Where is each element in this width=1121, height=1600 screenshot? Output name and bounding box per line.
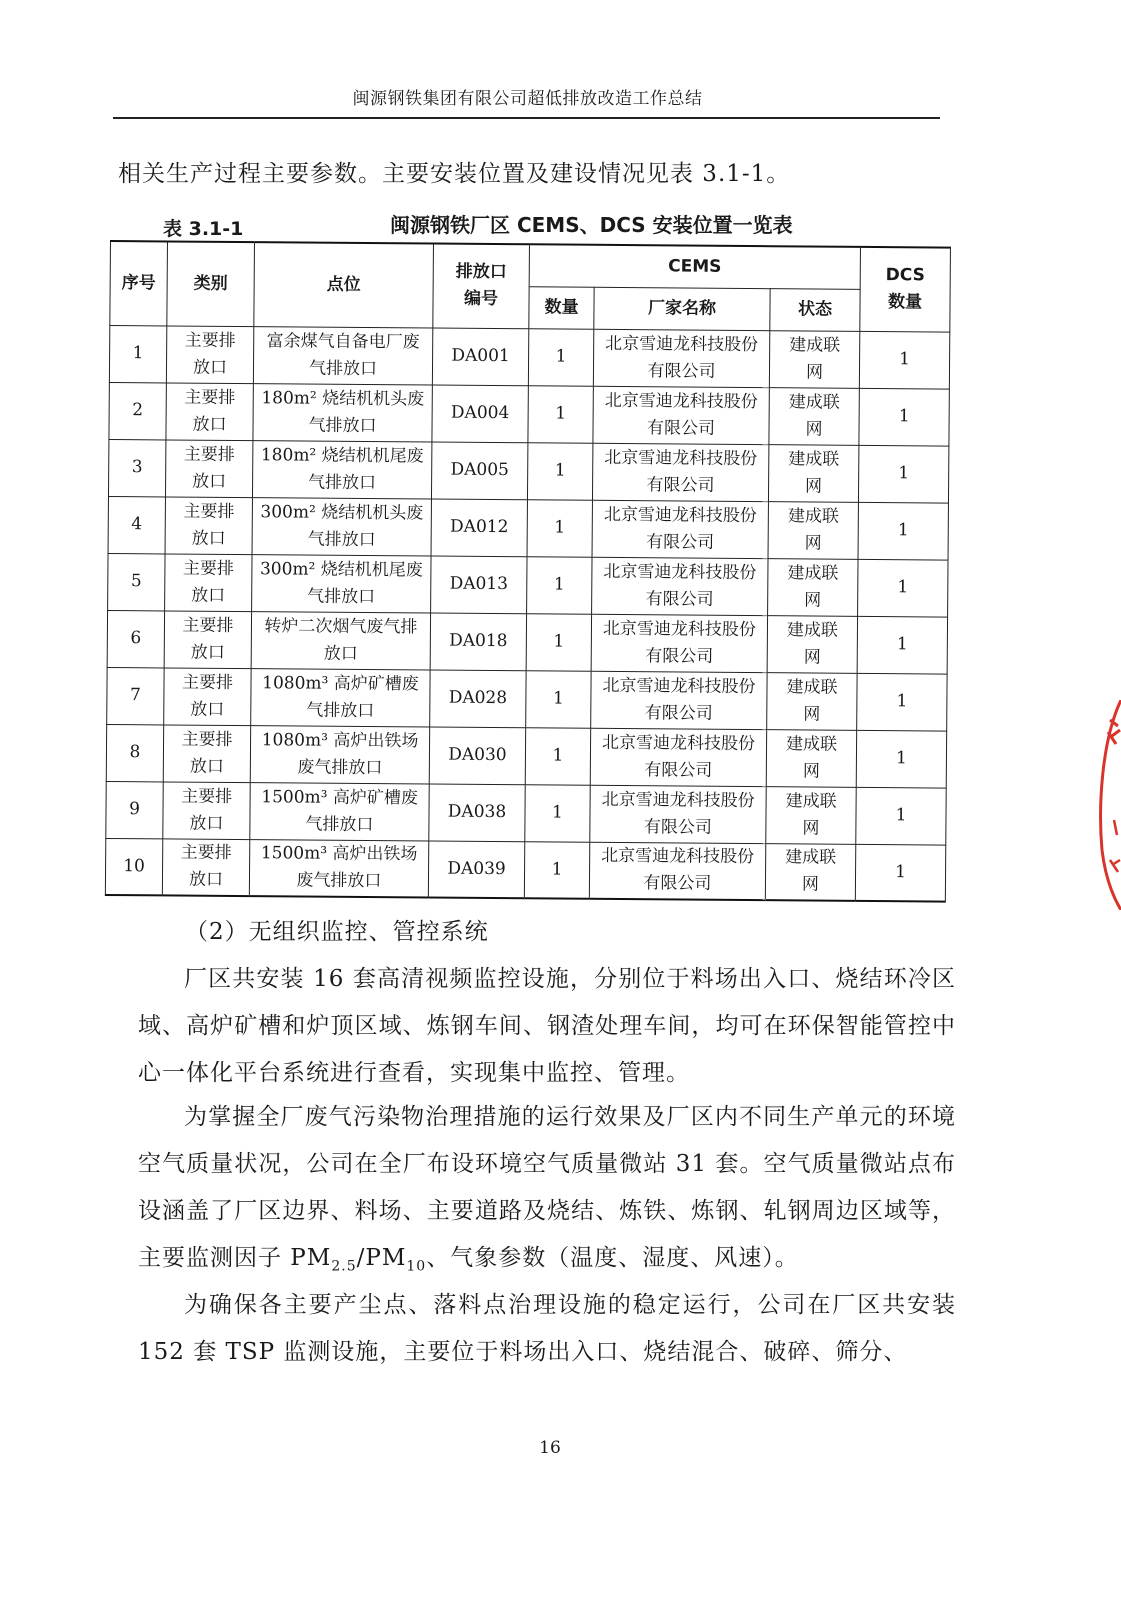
cell-dcs-qty: 1	[858, 502, 948, 560]
cell-vendor: 北京雪迪龙科技股份有限公司	[592, 557, 768, 615]
cell-status: 建成联网	[766, 786, 856, 844]
section-2-paragraph-2	[138, 1094, 956, 1291]
cell-seq: 7	[107, 667, 164, 724]
header-seq: 序号	[110, 241, 168, 325]
cell-outlet: DA030	[429, 727, 525, 785]
cell-point: 180m² 烧结机机头废气排放口	[253, 383, 432, 441]
cell-category: 主要排放口	[165, 496, 252, 554]
cell-seq: 2	[109, 382, 166, 439]
cell-dcs-qty: 1	[859, 331, 949, 389]
cell-seq: 10	[105, 838, 162, 895]
p2-sub-pm25: 2.5	[331, 1258, 357, 1275]
table-row	[107, 667, 947, 731]
cell-outlet: DA005	[431, 442, 527, 500]
header-category: 类别	[167, 241, 255, 326]
intro-line: 相关生产过程主要参数。主要安装位置及建设情况见表 3.1-1。	[118, 161, 791, 187]
cell-status: 建成联网	[768, 444, 858, 502]
cell-status: 建成联网	[767, 672, 857, 730]
cell-cems-qty: 1	[528, 385, 593, 443]
cell-status: 建成联网	[769, 387, 859, 445]
cell-point: 1080m³ 高炉出铁场废气排放口	[250, 725, 429, 783]
cell-vendor: 北京雪迪龙科技股份有限公司	[590, 785, 766, 843]
header-point: 点位	[254, 242, 434, 327]
cell-outlet: DA018	[430, 613, 526, 671]
cell-dcs-qty: 1	[856, 787, 946, 845]
cell-dcs-qty: 1	[858, 559, 948, 617]
cell-point: 1080m³ 高炉矿槽废气排放口	[251, 668, 430, 726]
page-header-title: 闽源钢铁集团有限公司超低排放改造工作总结	[352, 89, 703, 109]
cell-cems-qty: 1	[527, 442, 592, 500]
header-cems-status: 状态	[770, 288, 860, 331]
table-row	[106, 724, 946, 788]
red-seal-stamp	[1098, 700, 1121, 910]
cell-category: 主要排放口	[165, 439, 252, 497]
cell-cems-qty: 1	[526, 613, 591, 671]
p2-text-b: /PM	[356, 1245, 407, 1271]
cell-outlet: DA038	[429, 784, 525, 842]
p2-text-a: 为掌握全厂废气污染物治理措施的运行效果及厂区内不同生产单元的环境空气质量状况，公司在全厂布设环境空气质量微站 31 套。空气质量微站点布设涵盖了厂区边界、料场、主要道路及烧结、炼铁、炼钢、轧钢周边区域等，主要监测因子 PM	[138, 1104, 956, 1271]
cell-dcs-qty: 1	[856, 730, 946, 788]
cell-status: 建成联网	[768, 558, 858, 616]
section-2-paragraph-1: 厂区共安装 16 套高清视频监控设施，分别位于料场出入口、烧结环冷区域、高炉矿槽和炉顶区域、炼钢车间、钢渣处理车间，均可在环保智能管控中心一体化平台系统进行查看，实现集中监控、管理。	[138, 966, 956, 1086]
cell-category: 主要排放口	[166, 382, 253, 440]
cell-vendor: 北京雪迪龙科技股份有限公司	[589, 842, 765, 900]
cell-dcs-qty: 1	[858, 445, 948, 503]
cell-status: 建成联网	[767, 615, 857, 673]
cell-category: 主要排放口	[163, 781, 250, 839]
cell-cems-qty: 1	[527, 499, 592, 557]
cell-dcs-qty: 1	[857, 673, 947, 731]
cell-cems-qty: 1	[524, 841, 589, 899]
cell-outlet: DA013	[431, 556, 527, 614]
cell-outlet: DA028	[430, 670, 526, 728]
cell-category: 主要排放口	[165, 553, 252, 611]
cell-outlet: DA039	[428, 841, 524, 899]
cell-dcs-qty: 1	[855, 844, 945, 902]
cell-point: 180m² 烧结机机尾废气排放口	[252, 440, 431, 498]
cell-cems-qty: 1	[525, 727, 590, 785]
cell-point: 300m² 烧结机机尾废气排放口	[252, 554, 431, 612]
cell-seq: 3	[108, 439, 165, 496]
table-label: 表 3.1-1	[163, 218, 244, 240]
table-title: 闽源钢铁厂区 CEMS、DCS 安装位置一览表	[390, 213, 793, 237]
cell-dcs-qty: 1	[859, 388, 949, 446]
cell-status: 建成联网	[768, 501, 858, 559]
cell-point: 富余煤气自备电厂废气排放口	[253, 326, 432, 384]
cell-point: 1500m³ 高炉出铁场废气排放口	[249, 839, 428, 897]
cell-status: 建成联网	[765, 843, 855, 901]
table-row	[109, 382, 949, 446]
header-cems-vendor: 厂家名称	[594, 287, 770, 330]
cell-seq: 9	[106, 781, 163, 838]
cell-cems-qty: 1	[525, 784, 590, 842]
cell-vendor: 北京雪迪龙科技股份有限公司	[591, 671, 767, 729]
header-cems-qty: 数量	[529, 286, 594, 329]
cell-point: 1500m³ 高炉矿槽废气排放口	[250, 782, 429, 840]
cell-status: 建成联网	[769, 330, 859, 388]
header-dcs-qty: DCS数量	[860, 247, 951, 332]
section-2-heading: （2）无组织监控、管控系统	[185, 919, 489, 945]
header-outlet-no: 排放口编号	[433, 244, 530, 329]
p2-text-c: 、气象参数（温度、湿度、风速）。	[426, 1245, 799, 1271]
cell-cems-qty: 1	[528, 328, 593, 386]
page-number: 16	[539, 1438, 561, 1458]
cell-outlet: DA001	[432, 328, 528, 386]
cell-point: 转炉二次烟气废气排放口	[251, 611, 430, 669]
cell-vendor: 北京雪迪龙科技股份有限公司	[592, 443, 768, 501]
table-row	[109, 325, 949, 389]
cell-vendor: 北京雪迪龙科技股份有限公司	[590, 728, 766, 786]
cell-cems-qty: 1	[526, 670, 591, 728]
cell-vendor: 北京雪迪龙科技股份有限公司	[591, 614, 767, 672]
cell-seq: 1	[109, 325, 166, 382]
cell-seq: 4	[108, 496, 165, 553]
cell-outlet: DA004	[432, 385, 528, 443]
cell-point: 300m² 烧结机机头废气排放口	[252, 497, 431, 555]
cell-seq: 5	[108, 553, 165, 610]
cell-category: 主要排放口	[162, 838, 249, 896]
cell-vendor: 北京雪迪龙科技股份有限公司	[592, 500, 768, 558]
table-row	[105, 838, 945, 902]
cell-vendor: 北京雪迪龙科技股份有限公司	[593, 329, 769, 387]
cell-category: 主要排放口	[164, 610, 251, 668]
table-row	[107, 610, 947, 674]
cell-cems-qty: 1	[527, 556, 592, 614]
table-row	[108, 439, 948, 503]
cell-vendor: 北京雪迪龙科技股份有限公司	[593, 386, 769, 444]
cell-status: 建成联网	[766, 729, 856, 787]
cell-category: 主要排放口	[164, 667, 251, 725]
table-row	[108, 553, 948, 617]
cell-category: 主要排放口	[166, 325, 253, 383]
header-rule	[113, 117, 940, 119]
header-cems: CEMS	[529, 244, 860, 289]
section-2-paragraph-3: 为确保各主要产尘点、落料点治理设施的稳定运行，公司在厂区共安装 152 套 TSP 监测设施，主要位于料场出入口、烧结混合、破碎、筛分、	[138, 1292, 956, 1365]
table-row	[108, 496, 948, 560]
table-row	[106, 781, 946, 845]
cell-seq: 6	[107, 610, 164, 667]
cems-dcs-table	[105, 240, 951, 903]
cell-outlet: DA012	[431, 499, 527, 557]
cell-category: 主要排放口	[163, 724, 250, 782]
cell-seq: 8	[106, 724, 163, 781]
cell-dcs-qty: 1	[857, 616, 947, 674]
p2-sub-pm10: 10	[406, 1258, 427, 1275]
